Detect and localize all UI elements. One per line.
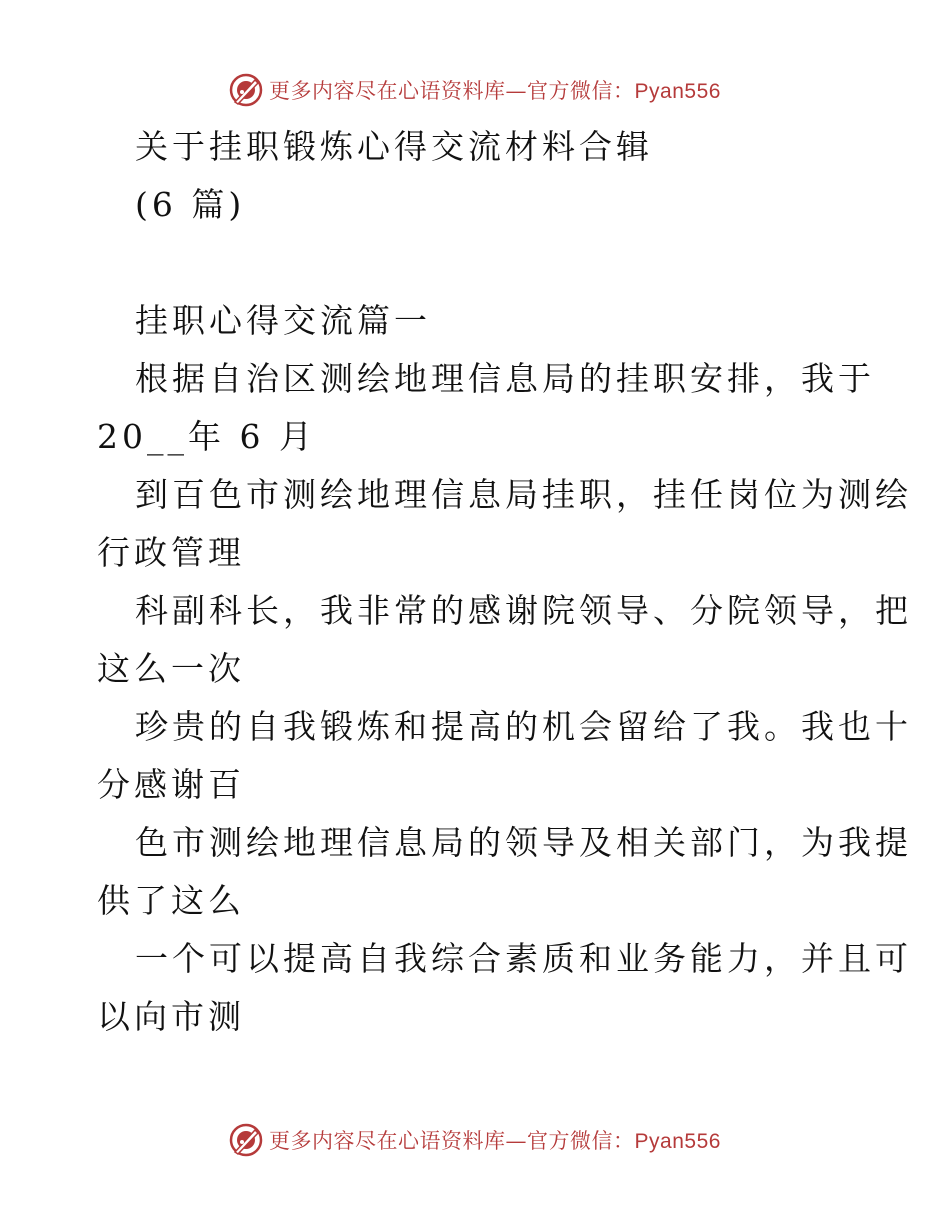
pen-logo-icon xyxy=(229,1123,263,1157)
banner-text xyxy=(269,1125,721,1155)
banner-site-name: 更多内容尽在心语资料库 xyxy=(269,1129,506,1153)
blank-line xyxy=(97,234,857,292)
banner-dash: — xyxy=(505,79,528,103)
paragraph-line: 根据自治区测绘地理信息局的挂职安排，我于 xyxy=(135,359,875,398)
document-body xyxy=(97,118,912,1046)
banner-dash: — xyxy=(505,1129,528,1153)
banner-site-name: 更多内容尽在心语资料库 xyxy=(269,79,506,103)
paragraph-line: 一个可以提高自我综合素质和业务能力，并且可 xyxy=(135,939,912,978)
paragraph-line: 色市测绘地理信息局的领导及相关部门，为我提 xyxy=(135,823,912,862)
header-banner xyxy=(0,70,950,110)
paragraph-line: 这么一次 xyxy=(97,649,245,688)
banner-text xyxy=(269,75,721,105)
paragraph-line: 珍贵的自我锻炼和提高的机会留给了我。我也十 xyxy=(135,707,912,746)
banner-wechat-id: Pyan556 xyxy=(634,80,721,103)
document-title: 关于挂职锻炼心得交流材料合辑 xyxy=(135,127,653,166)
document-title-count: (6 篇) xyxy=(135,185,246,224)
pen-logo-icon xyxy=(229,73,263,107)
banner-wechat-label: 官方微信： xyxy=(527,79,635,103)
paragraph-line: 行政管理 xyxy=(97,533,245,572)
paragraph-line: 科副科长，我非常的感谢院领导、分院领导，把 xyxy=(135,591,912,630)
paragraph-line: 以向市测 xyxy=(97,997,245,1036)
section-heading: 挂职心得交流篇一 xyxy=(135,301,431,340)
banner-wechat-id: Pyan556 xyxy=(634,1130,721,1153)
paragraph-line: 供了这么 xyxy=(97,881,245,920)
paragraph-line: 20__年 6 月 xyxy=(97,417,316,456)
footer-banner xyxy=(0,1120,950,1160)
banner-wechat-label: 官方微信： xyxy=(527,1129,635,1153)
paragraph-line: 到百色市测绘地理信息局挂职，挂任岗位为测绘 xyxy=(135,475,912,514)
paragraph-line: 分感谢百 xyxy=(97,765,245,804)
